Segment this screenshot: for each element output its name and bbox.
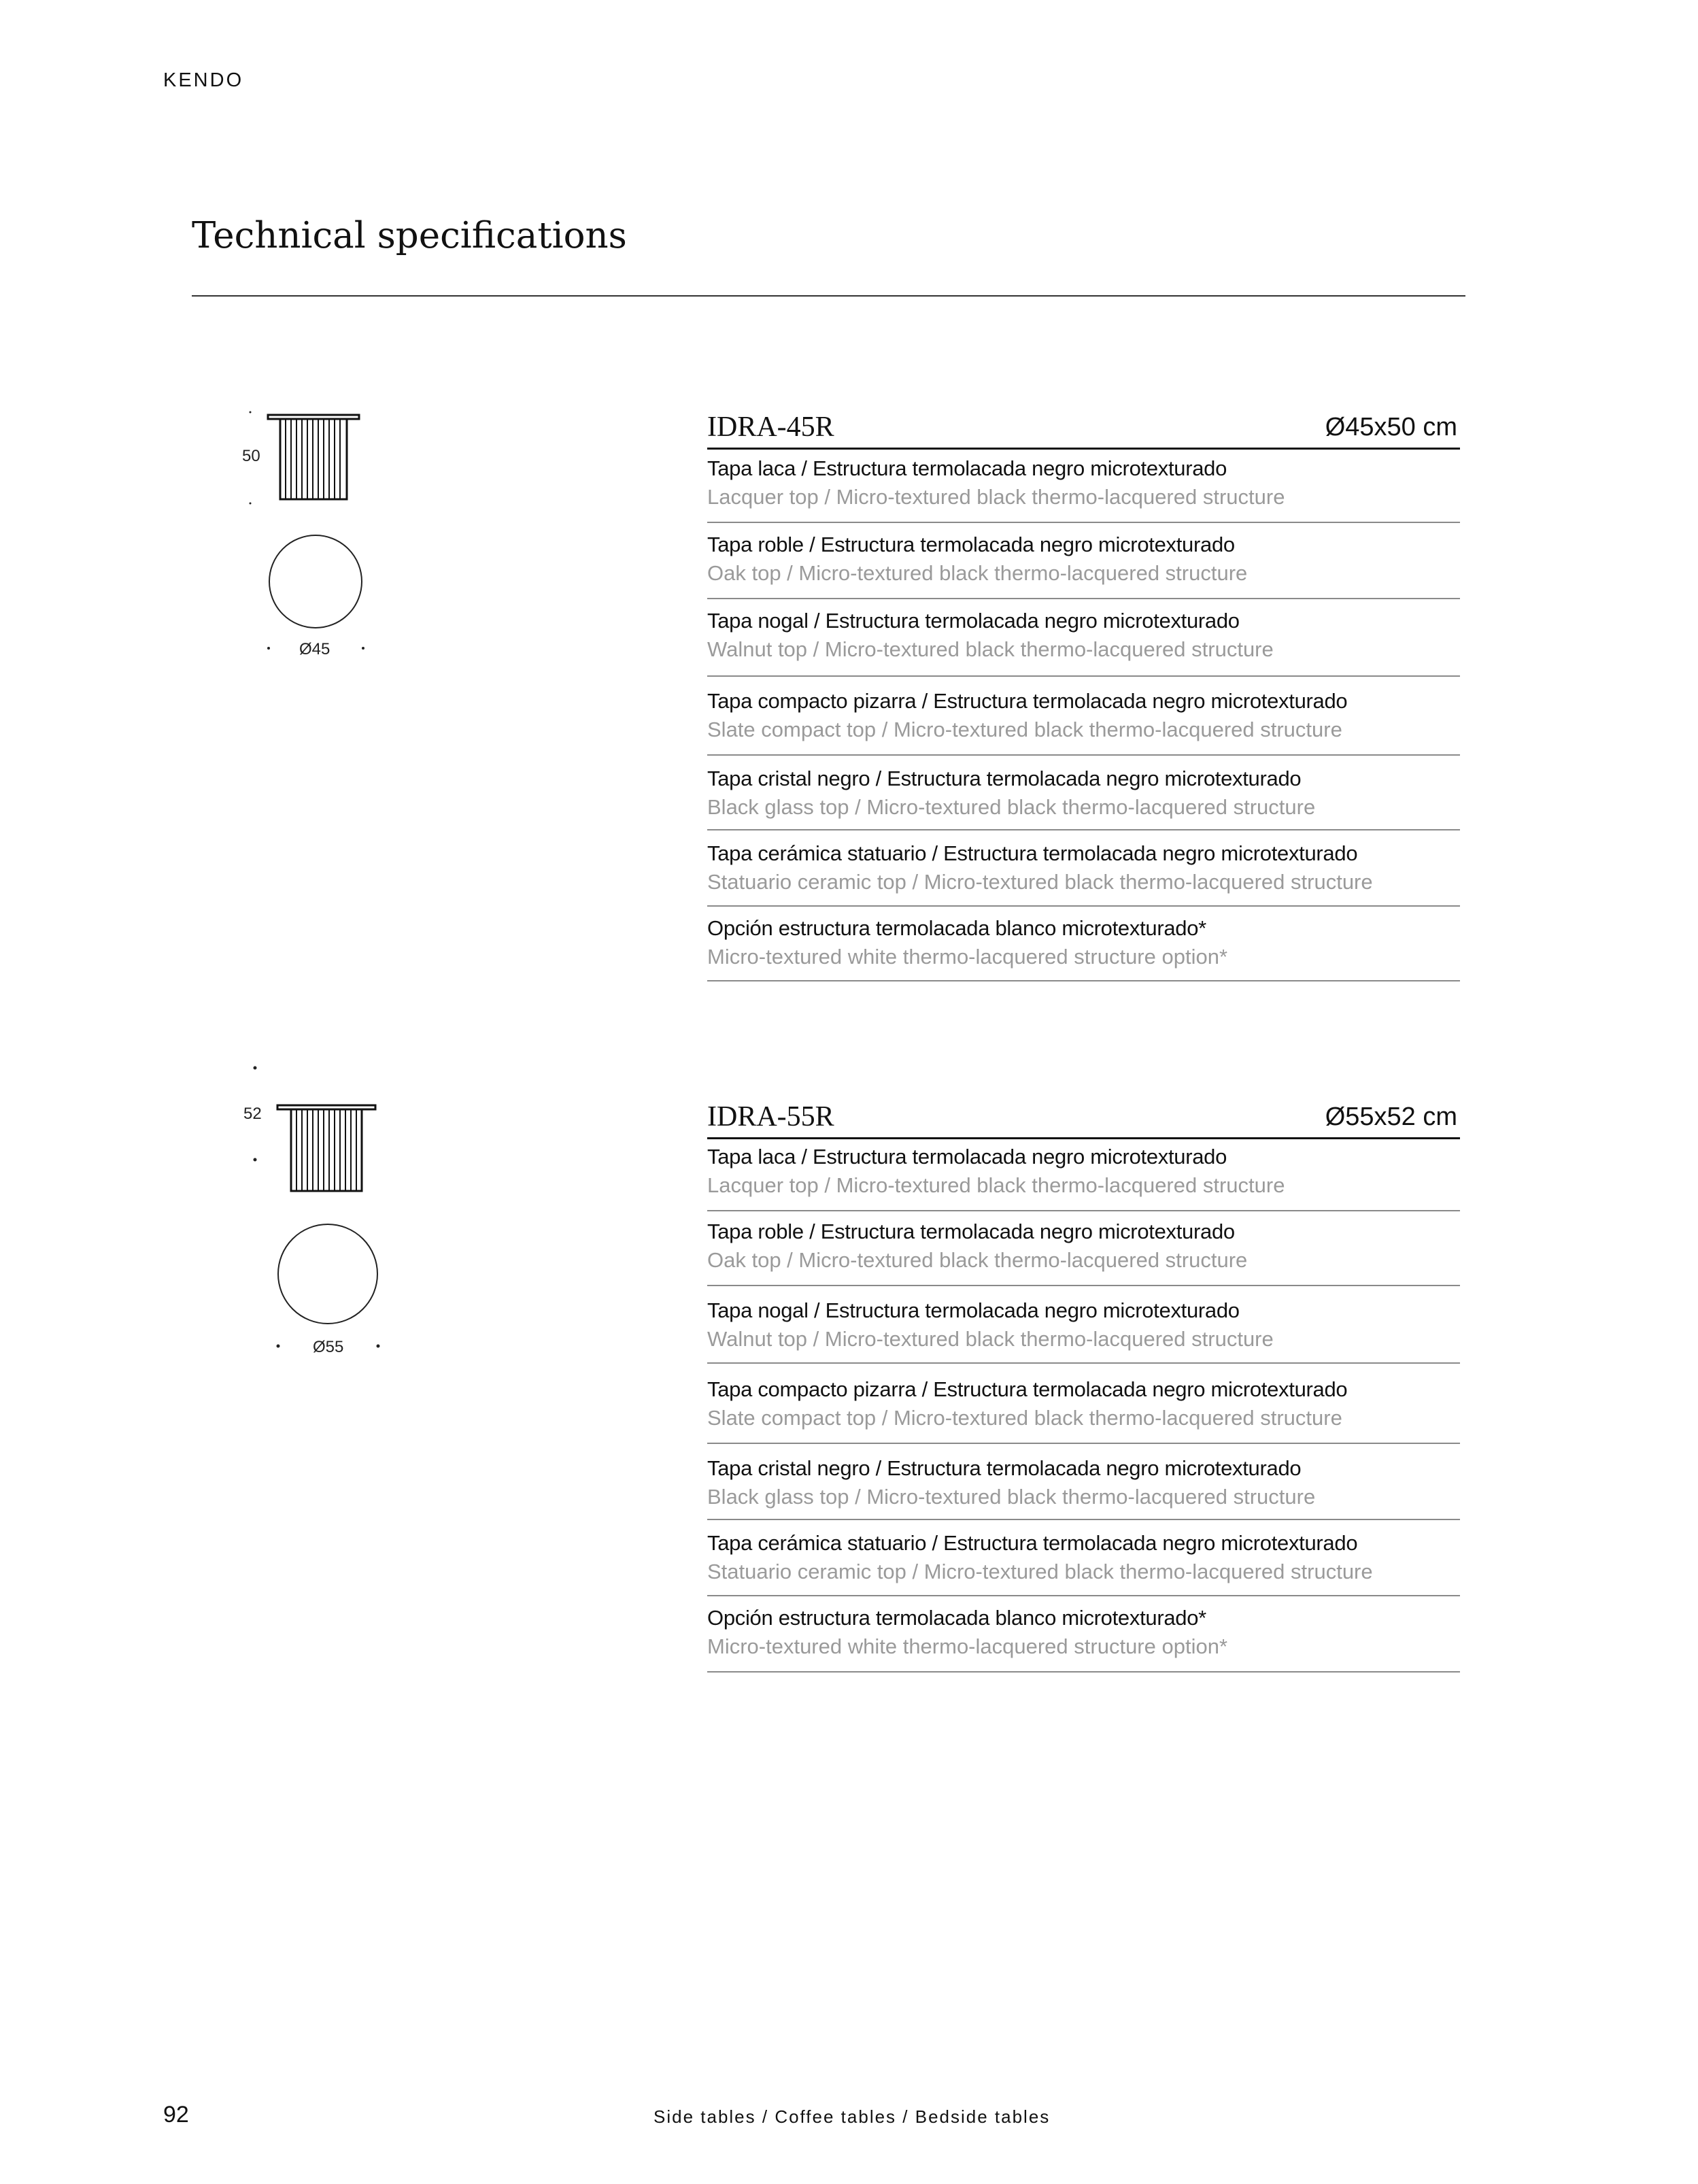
option-row xyxy=(707,907,1460,981)
fluted-base xyxy=(291,1109,362,1191)
dimension-tick xyxy=(250,411,252,414)
option-es: Opción estructura termolacada blanco microtexturado* xyxy=(707,916,1206,940)
model-size: Ø55x52 cm xyxy=(1325,1103,1457,1131)
footer-section-title: Side tables / Coffee tables / Bedside tables xyxy=(653,2106,1051,2127)
option-en: Slate compact top / Micro-textured black thermo-lacquered structure xyxy=(707,1406,1342,1430)
diameter-label: Ø45 xyxy=(299,640,330,658)
product-drawing-idra-55r xyxy=(238,1058,401,1364)
product-drawing-idra-45r xyxy=(231,401,394,660)
option-row xyxy=(707,1596,1460,1673)
title-divider xyxy=(192,295,1465,297)
option-en: Black glass top / Micro-textured black thermo-lacquered structure xyxy=(707,795,1316,819)
option-en: Black glass top / Micro-textured black thermo-lacquered structure xyxy=(707,1485,1316,1509)
page-title: Technical specifications xyxy=(192,215,627,256)
model-name: IDRA-55R xyxy=(707,1101,834,1132)
option-row xyxy=(707,523,1460,599)
option-row xyxy=(707,677,1460,756)
dimension-tick xyxy=(250,503,252,505)
option-row xyxy=(707,756,1460,830)
option-es: Tapa nogal / Estructura termolacada negro microtexturado xyxy=(707,1298,1240,1322)
option-row xyxy=(707,830,1460,907)
option-es: Tapa laca / Estructura termolacada negro microtexturado xyxy=(707,456,1227,480)
option-es: Tapa laca / Estructura termolacada negro microtexturado xyxy=(707,1145,1227,1169)
table-drawing-45 xyxy=(231,401,394,660)
option-en: Statuario ceramic top / Micro-textured black thermo-lacquered structure xyxy=(707,870,1373,894)
option-en: Lacquer top / Micro-textured black thermo-lacquered structure xyxy=(707,485,1285,509)
height-label: 50 xyxy=(242,447,260,465)
option-row xyxy=(707,1444,1460,1520)
option-row xyxy=(707,1364,1460,1444)
option-es: Tapa cristal negro / Estructura termolacada negro microtexturado xyxy=(707,767,1302,790)
option-en: Micro-textured white thermo-lacquered structure option* xyxy=(707,1634,1228,1658)
option-en: Statuario ceramic top / Micro-textured black thermo-lacquered structure xyxy=(707,1560,1373,1583)
option-es: Tapa cerámica statuario / Estructura termolacada negro microtexturado xyxy=(707,841,1358,865)
brand-name: KENDO xyxy=(163,69,244,91)
model-size: Ø45x50 cm xyxy=(1325,413,1457,441)
model-name: IDRA-45R xyxy=(707,411,834,443)
option-es: Tapa roble / Estructura termolacada negro microtexturado xyxy=(707,533,1235,556)
option-row xyxy=(707,450,1460,523)
option-es: Tapa cerámica statuario / Estructura termolacada negro microtexturado xyxy=(707,1531,1358,1555)
option-en: Lacquer top / Micro-textured black thermo-lacquered structure xyxy=(707,1173,1285,1197)
page-number: 92 xyxy=(163,2102,189,2128)
table-top-plan xyxy=(278,1224,377,1324)
dimension-tick xyxy=(362,647,364,650)
option-es: Tapa compacto pizarra / Estructura termolacada negro microtexturado xyxy=(707,1377,1348,1401)
dimension-tick xyxy=(267,647,270,650)
dimension-tick xyxy=(254,1066,257,1070)
option-en: Walnut top / Micro-textured black thermo-lacquered structure xyxy=(707,637,1274,661)
option-en: Oak top / Micro-textured black thermo-lacquered structure xyxy=(707,561,1248,585)
option-en: Micro-textured white thermo-lacquered structure option* xyxy=(707,945,1228,969)
spec-header xyxy=(707,405,1460,450)
option-row xyxy=(707,1211,1460,1286)
option-en: Walnut top / Micro-textured black thermo-lacquered structure xyxy=(707,1327,1274,1351)
option-en: Slate compact top / Micro-textured black thermo-lacquered structure xyxy=(707,718,1342,741)
fluted-base xyxy=(280,419,347,499)
option-es: Opción estructura termolacada blanco microtexturado* xyxy=(707,1606,1206,1630)
spec-table-idra-55r xyxy=(707,1095,1460,1673)
spec-table-idra-45r xyxy=(707,405,1460,981)
spec-header xyxy=(707,1095,1460,1139)
table-top-plan xyxy=(269,535,362,628)
height-label: 52 xyxy=(243,1105,262,1123)
option-row xyxy=(707,599,1460,677)
option-es: Tapa nogal / Estructura termolacada negro microtexturado xyxy=(707,609,1240,633)
dimension-tick xyxy=(377,1345,380,1348)
option-row xyxy=(707,1139,1460,1211)
diameter-label: Ø55 xyxy=(313,1338,344,1356)
option-en: Oak top / Micro-textured black thermo-lacquered structure xyxy=(707,1248,1248,1272)
option-row xyxy=(707,1520,1460,1596)
table-drawing-55 xyxy=(238,1058,401,1364)
dimension-tick xyxy=(254,1158,257,1162)
option-es: Tapa cristal negro / Estructura termolacada negro microtexturado xyxy=(707,1456,1302,1480)
option-row xyxy=(707,1286,1460,1364)
option-es: Tapa compacto pizarra / Estructura termolacada negro microtexturado xyxy=(707,689,1348,713)
dimension-tick xyxy=(277,1345,280,1348)
option-es: Tapa roble / Estructura termolacada negro microtexturado xyxy=(707,1220,1235,1243)
